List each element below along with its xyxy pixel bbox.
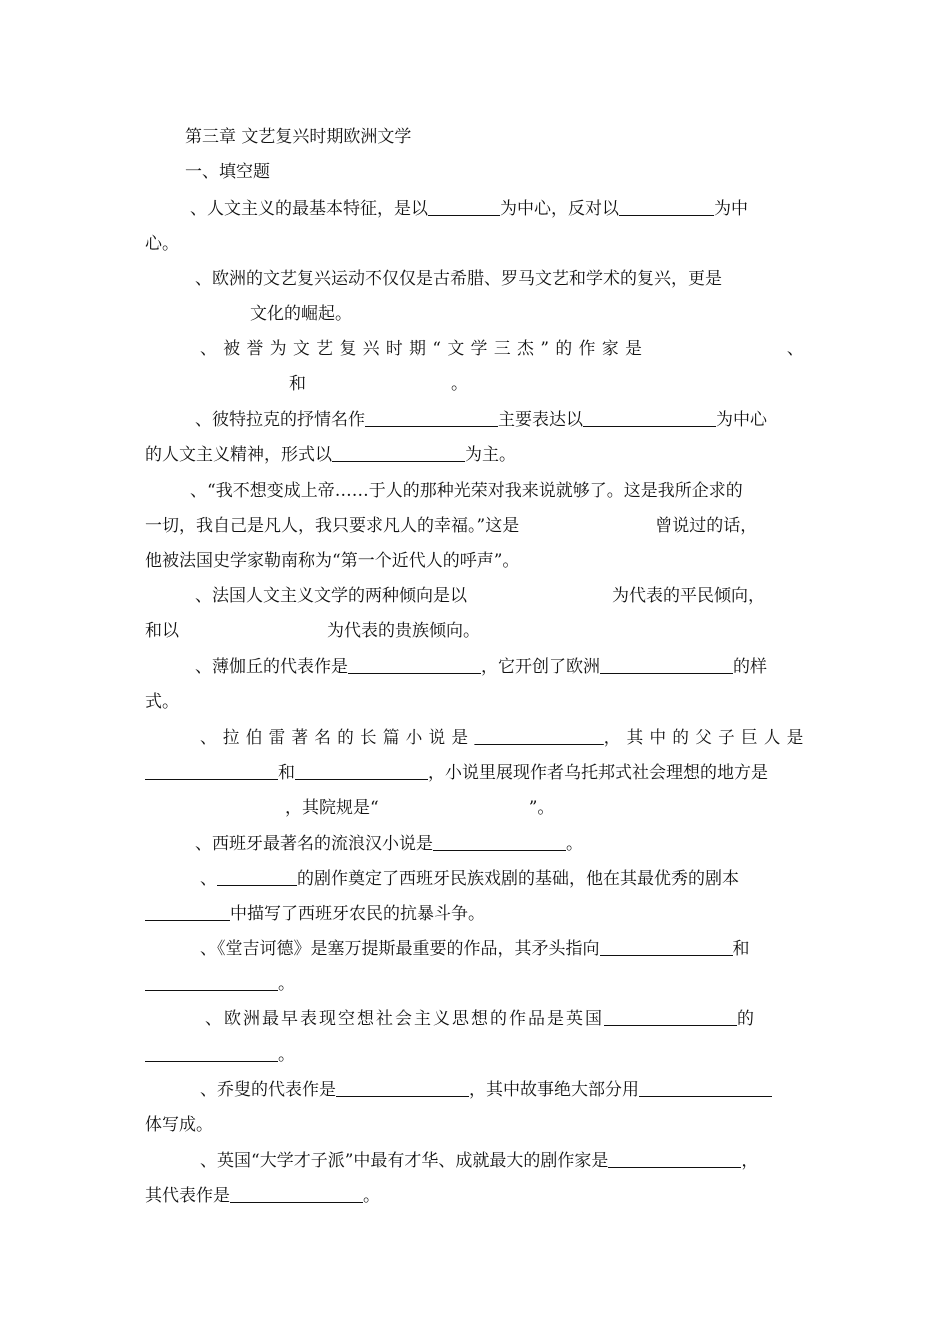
question-3-line-2 (289, 373, 468, 395)
question-text: 、薄伽丘的代表作是 (195, 657, 348, 677)
question-text: ， (741, 1151, 759, 1171)
question-7-line-2: 式。 (145, 692, 179, 712)
question-text: 。 (566, 834, 583, 854)
answer-blank (145, 1045, 278, 1062)
question-5-line-3: 他被法国史学家勒南称为“第一个近代人的呼声”。 (145, 551, 520, 571)
question-7-line-1 (195, 656, 767, 678)
question-text: 为中心，反对以 (500, 199, 619, 219)
question-text: 、彼特拉克的抒情名作 (195, 410, 365, 430)
answer-blank (639, 1080, 772, 1097)
question-text: 其代表作是 (145, 1186, 230, 1206)
question-text: ，其中的父子巨人是 (603, 728, 810, 748)
answer-blank (145, 904, 230, 921)
section-heading: 一、填空题 (185, 162, 270, 182)
question-text: 的人文主义精神，形式以 (145, 445, 332, 465)
question-text: 的 (737, 1009, 756, 1029)
answer-blank (433, 834, 566, 851)
question-text: ，其中故事绝大部分用 (469, 1080, 639, 1100)
question-text: 、拉伯雷著名的长篇小说是 (200, 728, 475, 748)
question-text: 为代表的平民倾向， (612, 586, 765, 606)
question-text: 、西班牙最著名的流浪汉小说是 (195, 834, 433, 854)
question-text: 、《堂吉诃德》是塞万提斯最重要的作品，其矛头指向 (200, 939, 600, 959)
question-14-line-1 (200, 1150, 758, 1172)
question-text: 为中心 (716, 410, 767, 430)
question-text: ，它开创了欧洲 (481, 657, 600, 677)
question-text: 为主。 (465, 445, 516, 465)
answer-blank (608, 1151, 741, 1168)
question-2-line-1: 、欧洲的文艺复兴运动不仅仅是古希腊、罗马文艺和学术的复兴，更是 (195, 269, 722, 289)
question-8-line-3 (285, 797, 554, 819)
question-text: ，其院规是“ (285, 798, 379, 818)
answer-blank (583, 410, 716, 427)
answer-blank (217, 869, 297, 886)
answer-blank (474, 728, 603, 745)
question-text: 、 (200, 869, 217, 889)
question-8-line-1 (200, 727, 810, 749)
question-text: 、 (786, 339, 811, 359)
answer-blank (600, 657, 733, 674)
question-text: 。 (363, 1186, 380, 1206)
question-10-line-1 (200, 868, 739, 890)
question-text: 。 (278, 1045, 295, 1065)
question-text: 、乔叟的代表作是 (200, 1080, 336, 1100)
answer-blank (428, 199, 500, 216)
question-4-line-2 (145, 444, 516, 466)
question-text: 一切，我自己是凡人，我只要求凡人的幸福。”这是 (145, 516, 520, 536)
question-13-line-2: 体写成。 (145, 1115, 213, 1135)
answer-blank (336, 1080, 469, 1097)
question-text: 的剧作奠定了西班牙民族戏剧的基础，他在其最优秀的剧本 (297, 869, 739, 889)
question-text: 为中 (714, 199, 748, 219)
question-10-line-2 (145, 903, 485, 925)
question-11-line-2 (145, 973, 295, 995)
question-12-line-1 (205, 1008, 756, 1030)
answer-blank (604, 1009, 737, 1026)
answer-blank (145, 763, 278, 780)
question-11-line-1 (200, 938, 750, 960)
question-text: 、欧洲最早表现空想社会主义思想的作品是英国 (205, 1009, 604, 1029)
question-text: 和 (278, 763, 295, 783)
question-text: 、人文主义的最基本特征，是以 (190, 199, 428, 219)
question-5-line-1: 、“我不想变成上帝……于人的那种光荣对我来说就够了。这是我所企求的 (190, 481, 743, 501)
answer-blank (600, 939, 733, 956)
answer-blank (230, 1186, 363, 1203)
question-text: 中描写了西班牙农民的抗暴斗争。 (230, 904, 485, 924)
question-1-line-1 (190, 198, 748, 220)
question-6-line-1 (195, 585, 765, 607)
question-text: 和 (732, 939, 750, 959)
question-3-line-1 (200, 338, 810, 360)
question-text: 。 (278, 974, 295, 994)
question-text: 、法国人文主义文学的两种倾向是以 (195, 586, 467, 606)
question-14-line-2 (145, 1185, 380, 1207)
question-8-line-2 (145, 762, 768, 784)
question-1-line-2: 心。 (145, 234, 179, 254)
answer-blank (619, 199, 714, 216)
question-text: 主要表达以 (498, 410, 583, 430)
question-text: 的样 (733, 657, 767, 677)
answer-blank (365, 410, 498, 427)
question-12-line-2 (145, 1044, 295, 1066)
question-text: 。 (451, 374, 468, 394)
chapter-title: 第三章 文艺复兴时期欧洲文学 (185, 127, 412, 147)
question-4-line-1 (195, 409, 767, 431)
question-text: 为代表的贵族倾向。 (327, 621, 480, 641)
question-text: ”。 (528, 798, 555, 818)
question-text: 、英国“大学才子派”中最有才华、成就最大的剧作家是 (200, 1151, 609, 1171)
question-2-line-2: 文化的崛起。 (250, 304, 352, 324)
question-text: ，小说里展现作者乌托邦式社会理想的地方是 (428, 763, 768, 783)
answer-blank (145, 974, 278, 991)
question-9-line-1 (195, 833, 583, 855)
answer-blank (332, 445, 465, 462)
question-text: 和 (289, 374, 306, 394)
question-text: 和以 (145, 621, 179, 641)
answer-blank (348, 657, 481, 674)
question-5-line-2 (145, 515, 757, 537)
answer-blank (295, 763, 428, 780)
question-text: 曾说过的话， (655, 516, 758, 536)
question-13-line-1 (200, 1079, 772, 1101)
question-text: 、被誉为文艺复兴时期“文学三杰”的作家是 (200, 339, 649, 359)
question-6-line-2 (145, 620, 480, 642)
